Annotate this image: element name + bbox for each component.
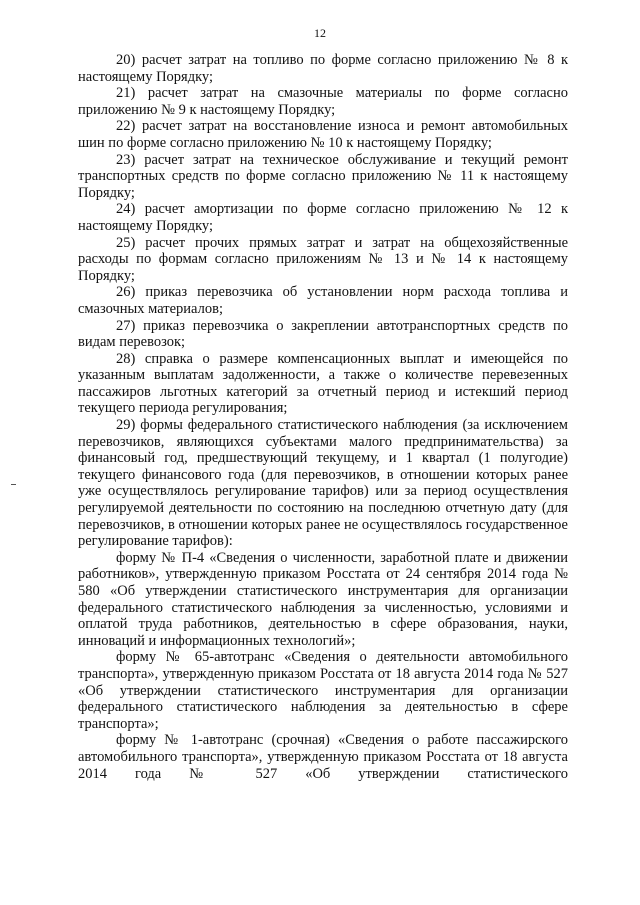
document-body bbox=[78, 52, 568, 782]
paragraph-form-p4: форму № П-4 «Сведения о численности, заработной плате и движении работников», утвержденную приказом Росстата от 24 сентября 2014 года № 580 «Об утверждении статистического инструментария для организации федерального статистического наблюдения за численностью, условиями и оплатой труда работников, деятельностью в сфере образования, науки, инноваций и информационных технологий»; bbox=[78, 549, 568, 649]
paragraph-form-1-avtotrans: форму № 1-автотранс (срочная) «Сведения о работе пассажирского автомобильного транспорта», утвержденную приказом Росстата от 18 августа 2014 года № 527 «Об утверждении статистического bbox=[78, 732, 568, 782]
paragraph-item-29: 29) формы федерального статистического наблюдения (за исключением перевозчиков, являющихся субъектами малого предпринимательства) за финансовый год, предшествующий текущему, и 1 квартал (1 полугодие) текущего финансового года (для перевозчиков, в отношении которых ранее уже осуществлялось регулирование тарифов) или за период осуществления регулируемой деятельности по состоянию на последнюю отчетную дату (для перевозчиков, в отношении которых ранее не осуществлялось государственное регулирование тарифов): bbox=[78, 417, 568, 550]
page-number: 12 bbox=[314, 26, 326, 40]
paragraph-item-20: 20) расчет затрат на топливо по форме согласно приложению № 8 к настоящему Порядку; bbox=[78, 52, 568, 85]
paragraph-item-27: 27) приказ перевозчика о закреплении автотранспортных средств по видам перевозок; bbox=[78, 317, 568, 351]
paragraph-item-21: 21) расчет затрат на смазочные материалы по форме согласно приложению № 9 к настоящему Порядку; bbox=[78, 85, 568, 118]
paragraph-item-22: 22) расчет затрат на восстановление износа и ремонт автомобильных шин по форме согласно приложению № 10 к настоящему Порядку; bbox=[78, 118, 568, 151]
paragraph-item-26: 26) приказ перевозчика об установлении норм расхода топлива и смазочных материалов; bbox=[78, 284, 568, 317]
paragraph-item-23: 23) расчет затрат на техническое обслуживание и текущий ремонт транспортных средств по форме согласно приложению № 11 к настоящему Порядку; bbox=[78, 151, 568, 201]
paragraph-item-25: 25) расчет прочих прямых затрат и затрат на общехозяйственные расходы по формам согласно приложениям № 13 и № 14 к настоящему Порядку; bbox=[78, 234, 568, 284]
scan-mark bbox=[11, 484, 16, 485]
paragraph-form-65-avtotrans: форму № 65-автотранс «Сведения о деятельности автомобильного транспорта», утвержденную приказом Росстата от 18 августа 2014 года № 527 «Об утверждении статистического инструментария для организации федерального статистического наблюдения за деятельностью в сфере транспорта»; bbox=[78, 649, 568, 732]
paragraph-item-28: 28) справка о размере компенсационных выплат и имеющейся по указанным выплатам задолженности, а также о количестве перевезенных пассажиров льготных категорий за отчетный период и истекший период текущего периода регулирования; bbox=[78, 350, 568, 417]
paragraph-item-24: 24) расчет амортизации по форме согласно приложению № 12 к настоящему Порядку; bbox=[78, 201, 568, 234]
